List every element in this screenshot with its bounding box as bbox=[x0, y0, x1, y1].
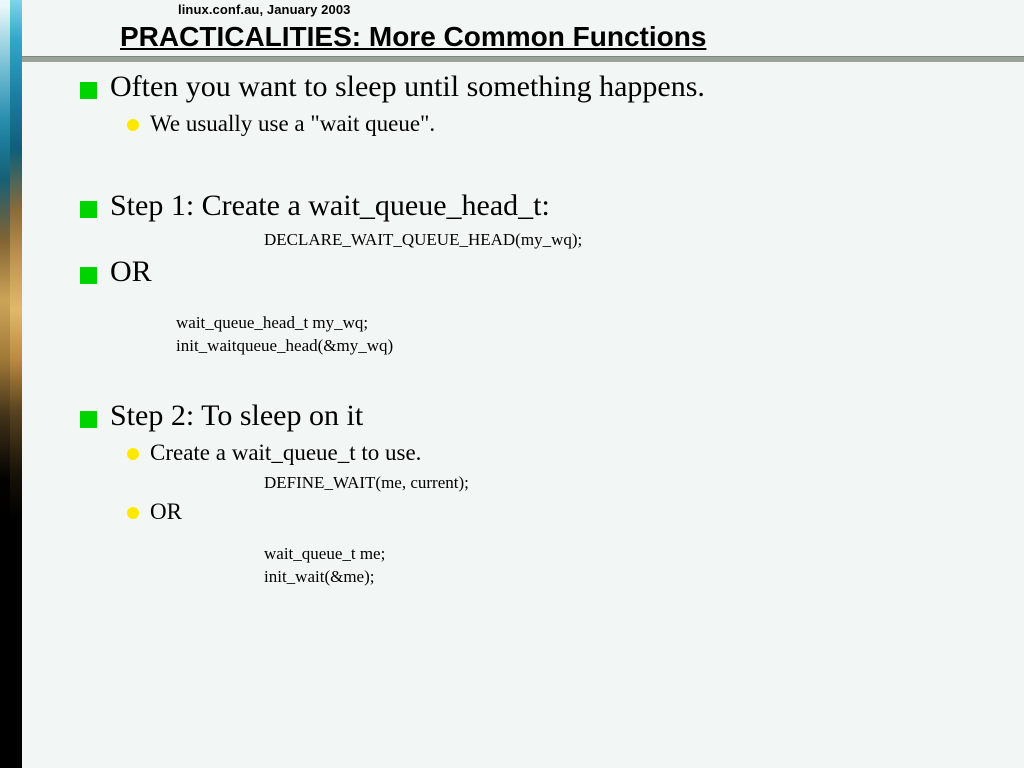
bullet-item bbox=[0, 110, 1024, 137]
bullet-text: OR bbox=[110, 255, 152, 288]
code-line: init_waitqueue_head(&my_wq) bbox=[176, 336, 394, 355]
bullet-item bbox=[0, 399, 1024, 433]
slide-body bbox=[0, 62, 1024, 588]
bullet-item bbox=[0, 255, 1024, 289]
bullet-item bbox=[0, 498, 1024, 525]
bullet-text: Step 1: Create a wait_queue_head_t: bbox=[110, 189, 550, 222]
bullet-item bbox=[0, 439, 1024, 466]
code-line: wait_queue_head_t my_wq; bbox=[176, 313, 369, 332]
bullet-item bbox=[0, 70, 1024, 104]
bullet-text: Step 2: To sleep on it bbox=[110, 399, 364, 432]
bullet-text: We usually use a "wait queue". bbox=[150, 111, 436, 136]
square-bullet-icon bbox=[80, 201, 97, 218]
bullet-item bbox=[0, 189, 1024, 223]
slide-title: PRACTICALITIES: More Common Functions bbox=[120, 21, 707, 52]
round-bullet-icon bbox=[127, 507, 139, 519]
bullet-text: Create a wait_queue_t to use. bbox=[150, 440, 422, 465]
code-line: init_wait(&me); bbox=[264, 567, 375, 586]
conference-label: linux.conf.au, January 2003 bbox=[178, 2, 351, 17]
round-bullet-icon bbox=[127, 119, 139, 131]
bullet-text: OR bbox=[150, 499, 182, 524]
round-bullet-icon bbox=[127, 448, 139, 460]
bullet-text: Often you want to sleep until something happens. bbox=[110, 70, 705, 103]
square-bullet-icon bbox=[80, 267, 97, 284]
code-line: DECLARE_WAIT_QUEUE_HEAD(my_wq); bbox=[264, 230, 583, 249]
square-bullet-icon bbox=[80, 82, 97, 99]
code-line: DEFINE_WAIT(me, current); bbox=[264, 473, 469, 492]
code-line: wait_queue_t me; bbox=[264, 544, 386, 563]
square-bullet-icon bbox=[80, 411, 97, 428]
